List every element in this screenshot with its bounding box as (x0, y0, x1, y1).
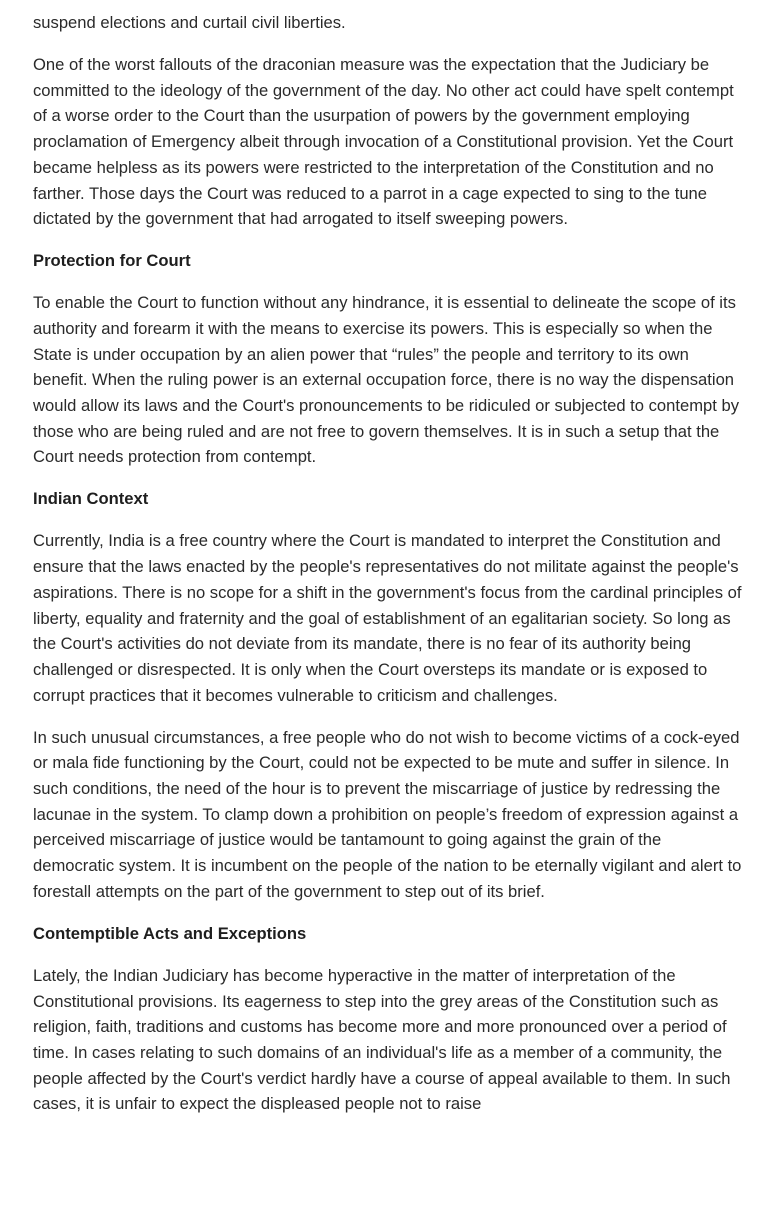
paragraph-intro-fragment: suspend elections and curtail civil liberties. (33, 13, 346, 32)
article-body (33, 10, 745, 1133)
section-heading-protection: Protection for Court (33, 251, 191, 271)
section-heading-contemptible-acts: Contemptible Acts and Exceptions (33, 923, 307, 943)
section-heading-indian-context: Indian Context (33, 489, 149, 509)
paragraph-emergency-fallout: One of the worst fallouts of the draconian measure was the expectation that the Judiciary be committed to the ideology of the government of the day. No other act could have spelt contempt of a worse order to the Court than the usurpation of powers by the government employing proclamation of Emergency albeit through invocation of a Constitutional provision. Yet the Court became helpless as its powers were restricted to the interpretation of the Constitution and no farther. Those days the Court was reduced to a parrot in a cage expected to sing to the tune dictated by the government that had arrogated to itself sweeping powers. (33, 55, 734, 229)
paragraph-hyperactive-judiciary: Lately, the Indian Judiciary has become hyperactive in the matter of interpretation of the Constitutional provisions. Its eagerness to step into the grey areas of the Constitution such as religion, faith, traditions and customs has become more and more pronounced over a period of time. In cases relating to such domains of an individual's life as a member of a community, the people affected by the Court's verdict hardly have a course of appeal available to them. In such cases, it is unfair to expect the displeased people not to raise (33, 965, 731, 1114)
paragraph-protection: To enable the Court to function without any hindrance, it is essential to delineate the scope of its authority and forearm it with the means to exercise its powers. This is especially so when the State is under occupation by an alien power that “rules” the people and territory to its own benefit. When the ruling power is an external occupation force, there is no way the dispensation would allow its laws and the Court's pronouncements to be ridiculed or subjected to contempt by those who are being ruled and are not free to govern themselves. It is in such a setup that the Court needs protection from contempt. (33, 293, 740, 467)
paragraph-indian-context: Currently, India is a free country where the Court is mandated to interpret the Constitution and ensure that the laws enacted by the people's representatives do not militate against the people's aspirations. There is no scope for a shift in the government's focus from the cardinal principles of liberty, equality and fraternity and the goal of establishment of an egalitarian society. So long as the Court's activities do not deviate from its mandate, there is no fear of its authority being challenged or disrespected. It is only when the Court oversteps its mandate or is exposed to corrupt practices that it becomes vulnerable to criticism and challenges. (33, 531, 742, 705)
paragraph-unusual-circumstances: In such unusual circumstances, a free people who do not wish to become victims of a cock-eyed or mala fide functioning by the Court, could not be expected to be mute and suffer in silence. In such conditions, the need of the hour is to prevent the miscarriage of justice by redressing the lacunae in the system. To clamp down a prohibition on people’s freedom of expression against a perceived miscarriage of justice would be tantamount to going against the grain of the democratic system. It is incumbent on the people of the nation to be eternally vigilant and alert to forestall attempts on the part of the government to step out of its brief. (33, 727, 742, 901)
